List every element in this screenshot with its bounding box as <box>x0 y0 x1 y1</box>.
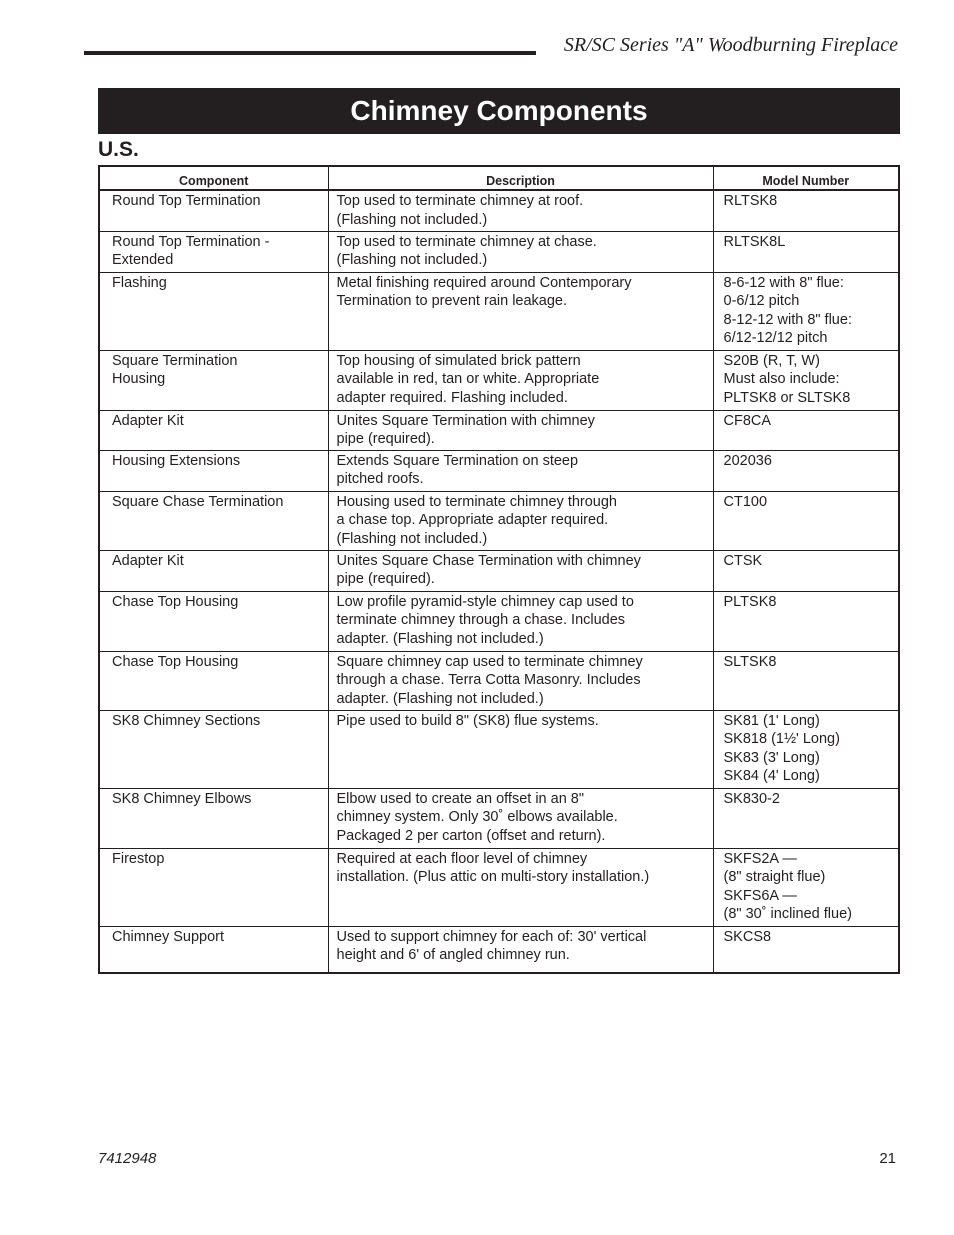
cell-component: Flashing <box>99 272 328 350</box>
cell-description: Top housing of simulated brick pattern available in red, tan or white. Appropriate adapter required. Flashing included. <box>328 350 713 410</box>
page-title: Chimney Components <box>98 88 900 134</box>
cell-component: Square Termination Housing <box>99 350 328 410</box>
cell-model-number: PLTSK8 <box>713 591 899 651</box>
cell-component: SK8 Chimney Sections <box>99 710 328 788</box>
cell-component: Square Chase Termination <box>99 491 328 550</box>
table-row <box>99 848 899 926</box>
cell-description: Top used to terminate chimney at roof. (Flashing not included.) <box>328 190 713 231</box>
table-body <box>99 190 899 973</box>
cell-description: Housing used to terminate chimney through a chase top. Appropriate adapter required. (Flashing not included.) <box>328 491 713 550</box>
page-number: 21 <box>879 1150 896 1167</box>
column-header-model-number: Model Number <box>713 166 899 190</box>
cell-model-number: 202036 <box>713 450 899 491</box>
cell-description: Low profile pyramid-style chimney cap used to terminate chimney through a chase. Includes adapter. (Flashing not included.) <box>328 591 713 651</box>
cell-model-number: RLTSK8 <box>713 190 899 231</box>
cell-model-number: S20B (R, T, W) Must also include: PLTSK8 or SLTSK8 <box>713 350 899 410</box>
cell-description: Used to support chimney for each of: 30' vertical height and 6' of angled chimney run. <box>328 926 713 973</box>
cell-component: Round Top Termination <box>99 190 328 231</box>
cell-component: SK8 Chimney Elbows <box>99 788 328 848</box>
cell-description: Extends Square Termination on steep pitched roofs. <box>328 450 713 491</box>
table-header-row <box>99 166 899 190</box>
cell-description: Unites Square Chase Termination with chimney pipe (required). <box>328 550 713 591</box>
cell-model-number: RLTSK8L <box>713 231 899 272</box>
cell-description: Pipe used to build 8" (SK8) flue systems. <box>328 710 713 788</box>
table-row <box>99 450 899 491</box>
components-table <box>98 165 900 974</box>
table-row <box>99 350 899 410</box>
cell-component: Chase Top Housing <box>99 651 328 710</box>
cell-model-number: CT100 <box>713 491 899 550</box>
table-row <box>99 710 899 788</box>
cell-description: Top used to terminate chimney at chase. (Flashing not included.) <box>328 231 713 272</box>
cell-component: Chase Top Housing <box>99 591 328 651</box>
table-row <box>99 788 899 848</box>
header-rule <box>84 51 536 55</box>
cell-model-number: CTSK <box>713 550 899 591</box>
cell-model-number: SLTSK8 <box>713 651 899 710</box>
cell-component: Round Top Termination - Extended <box>99 231 328 272</box>
column-header-description: Description <box>328 166 713 190</box>
cell-model-number: 8-6-12 with 8" flue: 0-6/12 pitch 8-12-12 with 8" flue: 6/12-12/12 pitch <box>713 272 899 350</box>
table-row <box>99 651 899 710</box>
table-row <box>99 272 899 350</box>
cell-model-number: SK830-2 <box>713 788 899 848</box>
cell-model-number: CF8CA <box>713 410 899 450</box>
table-row <box>99 231 899 272</box>
cell-model-number: SKFS2A — (8" straight flue) SKFS6A — (8" 30˚ inclined flue) <box>713 848 899 926</box>
table-row <box>99 926 899 973</box>
cell-model-number: SKCS8 <box>713 926 899 973</box>
cell-component: Adapter Kit <box>99 550 328 591</box>
cell-description: Required at each floor level of chimney installation. (Plus attic on multi-story installation.) <box>328 848 713 926</box>
cell-component: Firestop <box>99 848 328 926</box>
document-number: 7412948 <box>98 1150 157 1167</box>
table-row <box>99 190 899 231</box>
section-heading: U.S. <box>98 138 139 161</box>
cell-description: Square chimney cap used to terminate chimney through a chase. Terra Cotta Masonry. Includes adapter. (Flashing not included.) <box>328 651 713 710</box>
column-header-component: Component <box>99 166 328 190</box>
table-row <box>99 410 899 450</box>
table-row <box>99 491 899 550</box>
cell-description: Unites Square Termination with chimney pipe (required). <box>328 410 713 450</box>
cell-component: Chimney Support <box>112 928 225 945</box>
cell-component: Adapter Kit <box>99 410 328 450</box>
cell-model-number: SK81 (1' Long) SK818 (1½' Long) SK83 (3' Long) SK84 (4' Long) <box>713 710 899 788</box>
cell-description: Elbow used to create an offset in an 8" chimney system. Only 30˚ elbows available. Packaged 2 per carton (offset and return). <box>328 788 713 848</box>
cell-description: Metal finishing required around Contemporary Termination to prevent rain leakage. <box>328 272 713 350</box>
table-row <box>99 591 899 651</box>
cell-component: Housing Extensions <box>99 450 328 491</box>
header-title: SR/SC Series "A" Woodburning Fireplace <box>563 34 898 56</box>
table-row <box>99 550 899 591</box>
